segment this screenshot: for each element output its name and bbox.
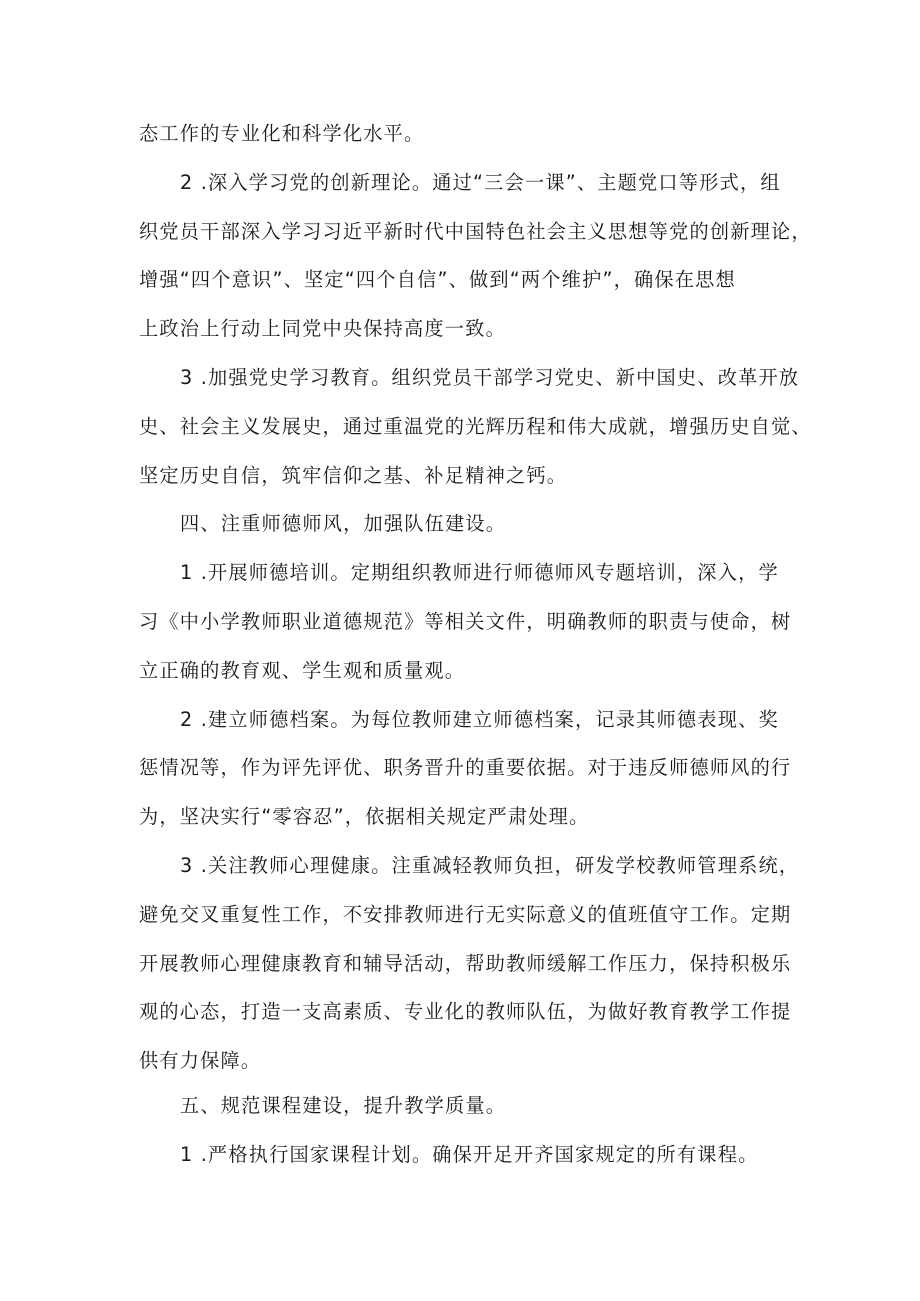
paragraph-item-3-mental-health [139, 842, 800, 1086]
text-line: 态工作的专业化和科学化水平。 [139, 122, 425, 145]
section-heading: 五、规范课程建设，提升教学质量。 [180, 1093, 507, 1117]
text-line: 增强“四个意识”、坚定“四个自信”、做到“两个维护”，确保在思想 [139, 268, 736, 292]
paragraph-item-1-curriculum-plan [139, 1131, 797, 1180]
text-line: 开展教师心理健康教育和辅导活动，帮助教师缓解工作压力，保持积极乐 [139, 951, 792, 975]
document-body [139, 110, 812, 1180]
text-line: 1 .开展师德培训。定期组织教师进行师德师风专题培训，深入，学 [180, 561, 779, 585]
section-heading: 四、注重师德师风，加强队伍建设。 [180, 512, 507, 536]
text-line: 供有力保障。 [139, 1049, 262, 1073]
text-line: 避免交叉重复性工作，不安排教师进行无实际意义的值班值守工作。定期 [139, 902, 792, 926]
text-line: 上政治上行动上同党中央保持高度一致。 [139, 317, 506, 341]
paragraph-item-2-innovation-theory [139, 159, 812, 354]
paragraph-continuation [139, 110, 797, 159]
paragraph-item-2-ethics-archive [139, 696, 797, 842]
text-line: 史、社会主义发展史，通过重温党的光辉历程和伟大成就，增强历史自觉、 [139, 414, 812, 438]
text-line: 惩情况等，作为评先评优、职务晋升的重要依据。对于违反师德师风的行 [139, 756, 792, 780]
text-line: 3 .关注教师心理健康。注重减轻教师负担，研发学校教师管理系统， [180, 853, 800, 877]
text-line: 观的心态，打造一支高素质、专业化的教师队伍，为做好教育教学工作提 [139, 1000, 792, 1024]
section-heading-5 [139, 1082, 797, 1131]
text-line: 织党员干部深入学习习近平新时代中国特色社会主义思想等党的创新理论， [139, 219, 812, 243]
text-line: 2 .建立师德档案。为每位教师建立师德档案，记录其师德表现、奖 [180, 707, 779, 731]
text-line: 坚定历史自信，筑牢信仰之基、补足精神之钙。 [139, 463, 568, 487]
text-line: 为，坚决实行“零容忍”，依据相关规定严肃处理。 [139, 805, 590, 829]
paragraph-item-1-ethics-training [139, 549, 797, 695]
text-line: 习《中小学教师职业道德规范》等相关文件，明确教师的职责与使命，树 [139, 609, 792, 633]
text-line: 2 .深入学习党的创新理论。通过“三会一课”、主题党口等形式，组 [180, 170, 781, 194]
paragraph-item-3-party-history [139, 354, 812, 500]
text-line: 3 .加强党史学习教育。组织党员干部学习党史、新中国史、改革开放 [180, 365, 800, 389]
text-line: 1 .严格执行国家课程计划。确保开足开齐国家规定的所有课程。 [180, 1142, 759, 1166]
text-line: 立正确的教育观、学生观和质量观。 [139, 658, 466, 682]
section-heading-4 [139, 500, 797, 549]
